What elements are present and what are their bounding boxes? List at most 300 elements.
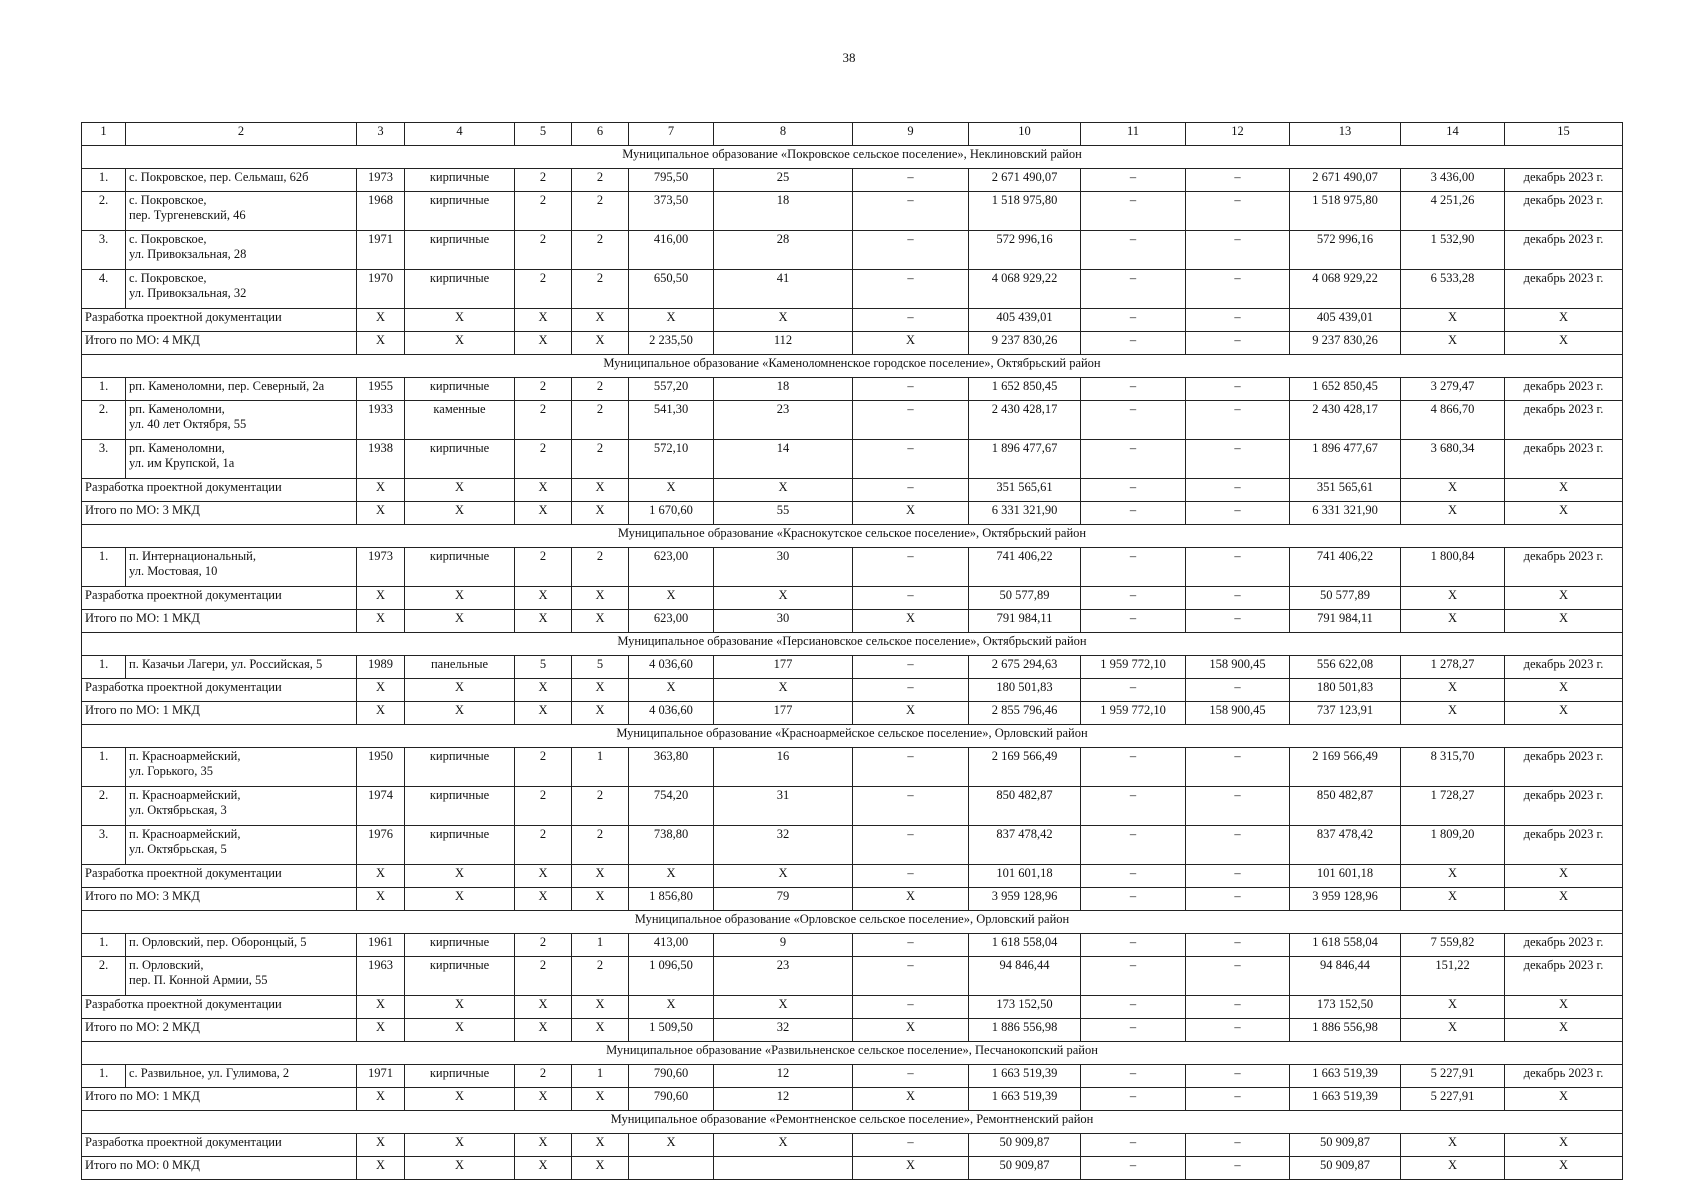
year-cell: 1955 (357, 378, 405, 401)
summary-row-cell: X (405, 1157, 515, 1180)
unit-cost-cell: 7 559,82 (1401, 934, 1505, 957)
design-docs-row-cell: X (357, 587, 405, 610)
design-docs-row-cell: X (572, 996, 629, 1019)
residents-cell: 28 (714, 231, 853, 270)
design-docs-row-cell: – (1081, 587, 1186, 610)
address-cell: рп. Каменоломни, ул. 40 лет Октября, 55 (126, 401, 357, 440)
header-row (82, 123, 1623, 146)
summary-row-cell: X (515, 1157, 572, 1180)
summary-row-cell: X (357, 702, 405, 725)
material-cell: кирпичные (405, 826, 515, 865)
housing-repair-table (81, 122, 1623, 1180)
col11-cell: – (1081, 270, 1186, 309)
col13-cell: 2 430 428,17 (1290, 401, 1401, 440)
col13-cell: 1 518 975,80 (1290, 192, 1401, 231)
col13-cell: 94 846,44 (1290, 957, 1401, 996)
summary-row-cell: 790,60 (629, 1088, 714, 1111)
total-cost-cell: 1 518 975,80 (969, 192, 1081, 231)
summary-row-cell: 791 984,11 (1290, 610, 1401, 633)
summary-row-cell: 55 (714, 502, 853, 525)
design-docs-row-cell: X (405, 587, 515, 610)
row-number: 1. (82, 169, 126, 192)
summary-row (82, 502, 1623, 525)
design-docs-row-cell: X (714, 587, 853, 610)
floors-cell: 2 (515, 548, 572, 587)
year-cell: 1933 (357, 401, 405, 440)
address-cell: п. Красноармейский, ул. Горького, 35 (126, 748, 357, 787)
summary-row-cell: X (572, 610, 629, 633)
header-cell: 14 (1401, 123, 1505, 146)
area-cell: 650,50 (629, 270, 714, 309)
design-docs-row-cell: – (853, 996, 969, 1019)
design-docs-row-cell: X (714, 479, 853, 502)
area-cell: 373,50 (629, 192, 714, 231)
summary-row (82, 1088, 1623, 1111)
table-row (82, 748, 1623, 787)
row-number: 2. (82, 401, 126, 440)
summary-row-label: Итого по МО: 1 МКД (82, 702, 357, 725)
area-cell: 1 096,50 (629, 957, 714, 996)
row-number: 4. (82, 270, 126, 309)
design-docs-row-cell: – (1081, 309, 1186, 332)
summary-row-cell: – (1081, 502, 1186, 525)
entrances-cell: 2 (572, 401, 629, 440)
design-docs-row-cell: X (572, 479, 629, 502)
total-cost-cell: 1 652 850,45 (969, 378, 1081, 401)
summary-row-cell: X (853, 702, 969, 725)
entrances-cell: 1 (572, 934, 629, 957)
year-cell: 1950 (357, 748, 405, 787)
summary-row-cell: X (515, 1088, 572, 1111)
summary-row-cell: X (853, 1019, 969, 1042)
design-docs-row-cell: – (853, 865, 969, 888)
design-docs-row-label: Разработка проектной документации (82, 679, 357, 702)
address-cell: рп. Каменоломни, ул. им Крупской, 1а (126, 440, 357, 479)
col12-cell: – (1186, 378, 1290, 401)
summary-row-cell: X (405, 1088, 515, 1111)
summary-row-cell: – (1081, 1157, 1186, 1180)
row-number: 1. (82, 548, 126, 587)
design-docs-row-cell: 405 439,01 (1290, 309, 1401, 332)
summary-row-cell: X (405, 888, 515, 911)
year-cell: 1971 (357, 1065, 405, 1088)
unit-cost-cell: 1 278,27 (1401, 656, 1505, 679)
summary-row-cell: X (572, 1019, 629, 1042)
col12-cell: – (1186, 1065, 1290, 1088)
design-docs-row-cell: X (572, 587, 629, 610)
col13-cell: 850 482,87 (1290, 787, 1401, 826)
design-docs-row-cell: – (853, 679, 969, 702)
design-docs-row-cell: 173 152,50 (1290, 996, 1401, 1019)
summary-row-cell: 9 237 830,26 (969, 332, 1081, 355)
section-title: Муниципальное образование «Развильненское сельское поселение», Песчанокопский район (82, 1042, 1623, 1065)
material-cell: кирпичные (405, 192, 515, 231)
design-docs-row-cell: X (572, 679, 629, 702)
design-docs-row-label: Разработка проектной документации (82, 865, 357, 888)
total-cost-cell: 2 169 566,49 (969, 748, 1081, 787)
summary-row-cell: X (515, 1019, 572, 1042)
table-row (82, 270, 1623, 309)
address-cell: п. Орловский, пер. П. Конной Армии, 55 (126, 957, 357, 996)
design-docs-row-cell: – (853, 1134, 969, 1157)
entrances-cell: 1 (572, 748, 629, 787)
design-docs-row-cell: X (1401, 679, 1505, 702)
design-docs-row-cell: X (405, 996, 515, 1019)
summary-row-cell: 2 855 796,46 (969, 702, 1081, 725)
deadline-cell: декабрь 2023 г. (1505, 957, 1623, 996)
design-docs-row-cell: X (515, 587, 572, 610)
floors-cell: 2 (515, 270, 572, 309)
design-docs-row-cell: 351 565,61 (1290, 479, 1401, 502)
row-number: 1. (82, 656, 126, 679)
deadline-cell: декабрь 2023 г. (1505, 231, 1623, 270)
summary-row-cell: – (1186, 332, 1290, 355)
col12-cell: – (1186, 826, 1290, 865)
page-number: 38 (842, 50, 856, 65)
summary-row-label: Итого по МО: 3 МКД (82, 888, 357, 911)
row-number: 1. (82, 748, 126, 787)
row-number: 2. (82, 957, 126, 996)
summary-row-cell: X (572, 888, 629, 911)
floors-cell: 2 (515, 787, 572, 826)
summary-row-cell: X (853, 610, 969, 633)
col12-cell: – (1186, 787, 1290, 826)
design-docs-row-cell: X (1401, 996, 1505, 1019)
row-number: 2. (82, 787, 126, 826)
section-title: Муниципальное образование «Краснокутское сельское поселение», Октябрьский район (82, 525, 1623, 548)
design-docs-row-cell: X (405, 865, 515, 888)
row-number: 3. (82, 440, 126, 479)
address-cell: п. Красноармейский, ул. Октябрьская, 5 (126, 826, 357, 865)
summary-row-cell: 12 (714, 1088, 853, 1111)
floors-cell: 2 (515, 169, 572, 192)
design-docs-row-cell: 101 601,18 (969, 865, 1081, 888)
design-docs-row-cell: X (629, 1134, 714, 1157)
summary-row-label: Итого по МО: 0 МКД (82, 1157, 357, 1180)
deadline-cell: декабрь 2023 г. (1505, 270, 1623, 309)
residents-cell: 32 (714, 826, 853, 865)
summary-row-cell: 1 663 519,39 (969, 1088, 1081, 1111)
col13-cell: 1 663 519,39 (1290, 1065, 1401, 1088)
design-docs-row-cell: X (357, 309, 405, 332)
design-docs-row-cell: X (357, 679, 405, 702)
design-docs-row-cell: X (1505, 1134, 1623, 1157)
entrances-cell: 2 (572, 957, 629, 996)
floors-cell: 2 (515, 826, 572, 865)
entrances-cell: 2 (572, 378, 629, 401)
address-cell: с. Покровское, ул. Привокзальная, 28 (126, 231, 357, 270)
total-cost-cell: 1 896 477,67 (969, 440, 1081, 479)
total-cost-cell: 741 406,22 (969, 548, 1081, 587)
design-docs-row-cell: X (515, 1134, 572, 1157)
design-docs-row-cell: 351 565,61 (969, 479, 1081, 502)
summary-row-cell: 737 123,91 (1290, 702, 1401, 725)
design-docs-row-cell: X (629, 309, 714, 332)
deadline-cell: декабрь 2023 г. (1505, 440, 1623, 479)
year-cell: 1963 (357, 957, 405, 996)
table-row (82, 401, 1623, 440)
design-docs-row-cell: – (1186, 865, 1290, 888)
material-cell: кирпичные (405, 748, 515, 787)
summary-row-cell: X (515, 888, 572, 911)
summary-row-cell: X (405, 502, 515, 525)
col11-cell: – (1081, 169, 1186, 192)
design-docs-row-cell: X (357, 479, 405, 502)
col13-cell: 1 618 558,04 (1290, 934, 1401, 957)
entrances-cell: 2 (572, 192, 629, 231)
section-title: Муниципальное образование «Ремонтненское сельское поселение», Ремонтненский район (82, 1111, 1623, 1134)
total-cost-cell: 1 618 558,04 (969, 934, 1081, 957)
summary-row-cell: X (572, 332, 629, 355)
summary-row-cell: 50 909,87 (1290, 1157, 1401, 1180)
summary-row-cell: – (1186, 888, 1290, 911)
summary-row-cell: 1 959 772,10 (1081, 702, 1186, 725)
area-cell: 795,50 (629, 169, 714, 192)
summary-row-cell: – (1081, 332, 1186, 355)
design-docs-row (82, 479, 1623, 502)
col9-cell: – (853, 169, 969, 192)
area-cell: 416,00 (629, 231, 714, 270)
material-cell: кирпичные (405, 440, 515, 479)
area-cell: 754,20 (629, 787, 714, 826)
header-cell: 13 (1290, 123, 1401, 146)
summary-row-cell: 4 036,60 (629, 702, 714, 725)
total-cost-cell: 4 068 929,22 (969, 270, 1081, 309)
total-cost-cell: 94 846,44 (969, 957, 1081, 996)
material-cell: кирпичные (405, 270, 515, 309)
design-docs-row-cell: – (1081, 865, 1186, 888)
summary-row-cell: X (1505, 888, 1623, 911)
design-docs-row-cell: X (714, 1134, 853, 1157)
area-cell: 572,10 (629, 440, 714, 479)
residents-cell: 23 (714, 957, 853, 996)
section-title-row (82, 633, 1623, 656)
summary-row-cell: X (405, 332, 515, 355)
col11-cell: – (1081, 192, 1186, 231)
summary-row-cell: X (405, 1019, 515, 1042)
design-docs-row-cell: X (572, 865, 629, 888)
entrances-cell: 2 (572, 270, 629, 309)
design-docs-row-cell: – (853, 479, 969, 502)
table-row (82, 192, 1623, 231)
summary-row-cell: 1 509,50 (629, 1019, 714, 1042)
design-docs-row-cell: X (572, 1134, 629, 1157)
summary-row-cell: 1 886 556,98 (1290, 1019, 1401, 1042)
floors-cell: 5 (515, 656, 572, 679)
material-cell: кирпичные (405, 548, 515, 587)
col12-cell: – (1186, 748, 1290, 787)
summary-row-cell: X (1401, 1157, 1505, 1180)
deadline-cell: декабрь 2023 г. (1505, 192, 1623, 231)
col12-cell: – (1186, 440, 1290, 479)
summary-row-cell: 5 227,91 (1401, 1088, 1505, 1111)
year-cell: 1976 (357, 826, 405, 865)
unit-cost-cell: 3 279,47 (1401, 378, 1505, 401)
col11-cell: – (1081, 231, 1186, 270)
summary-row-cell: 9 237 830,26 (1290, 332, 1401, 355)
summary-row-cell: X (853, 1157, 969, 1180)
design-docs-row-cell: X (629, 587, 714, 610)
summary-row-cell: X (405, 610, 515, 633)
material-cell: кирпичные (405, 787, 515, 826)
design-docs-row (82, 587, 1623, 610)
floors-cell: 2 (515, 1065, 572, 1088)
summary-row (82, 1019, 1623, 1042)
design-docs-row-cell: X (572, 309, 629, 332)
residents-cell: 18 (714, 192, 853, 231)
design-docs-row-cell: X (1401, 865, 1505, 888)
summary-row-cell: X (1505, 332, 1623, 355)
design-docs-row-cell: 180 501,83 (1290, 679, 1401, 702)
summary-row-cell: – (1081, 610, 1186, 633)
summary-row-cell: 1 663 519,39 (1290, 1088, 1401, 1111)
summary-row-cell: X (515, 702, 572, 725)
header-cell: 7 (629, 123, 714, 146)
unit-cost-cell: 1 728,27 (1401, 787, 1505, 826)
area-cell: 790,60 (629, 1065, 714, 1088)
design-docs-row-cell: X (405, 1134, 515, 1157)
design-docs-row-cell: 50 577,89 (1290, 587, 1401, 610)
address-cell: с. Покровское, пер. Тургеневский, 46 (126, 192, 357, 231)
address-cell: п. Красноармейский, ул. Октябрьская, 3 (126, 787, 357, 826)
design-docs-row (82, 996, 1623, 1019)
floors-cell: 2 (515, 192, 572, 231)
summary-row-cell: 50 909,87 (969, 1157, 1081, 1180)
design-docs-row-cell: – (1186, 587, 1290, 610)
summary-row-cell: X (572, 1157, 629, 1180)
section-title-row (82, 525, 1623, 548)
col9-cell: – (853, 934, 969, 957)
summary-row-cell: X (1505, 702, 1623, 725)
entrances-cell: 2 (572, 787, 629, 826)
col13-cell: 741 406,22 (1290, 548, 1401, 587)
area-cell: 541,30 (629, 401, 714, 440)
row-number: 1. (82, 378, 126, 401)
entrances-cell: 2 (572, 440, 629, 479)
total-cost-cell: 2 675 294,63 (969, 656, 1081, 679)
col9-cell: – (853, 748, 969, 787)
unit-cost-cell: 3 680,34 (1401, 440, 1505, 479)
section-title-row (82, 1042, 1623, 1065)
design-docs-row-cell: 50 909,87 (1290, 1134, 1401, 1157)
summary-row-cell: X (357, 1157, 405, 1180)
year-cell: 1989 (357, 656, 405, 679)
entrances-cell: 2 (572, 231, 629, 270)
design-docs-row-cell: – (1081, 996, 1186, 1019)
summary-row-cell: 1 886 556,98 (969, 1019, 1081, 1042)
summary-row-cell: 6 331 321,90 (1290, 502, 1401, 525)
design-docs-row-cell: X (629, 996, 714, 1019)
design-docs-row-cell: X (714, 309, 853, 332)
row-number: 2. (82, 192, 126, 231)
area-cell: 4 036,60 (629, 656, 714, 679)
summary-row-cell: X (357, 502, 405, 525)
table-row (82, 231, 1623, 270)
summary-row-cell: X (357, 332, 405, 355)
area-cell: 363,80 (629, 748, 714, 787)
year-cell: 1961 (357, 934, 405, 957)
summary-row-cell: 791 984,11 (969, 610, 1081, 633)
design-docs-row-label: Разработка проектной документации (82, 309, 357, 332)
col12-cell: – (1186, 169, 1290, 192)
summary-row-cell: X (1401, 610, 1505, 633)
col9-cell: – (853, 440, 969, 479)
design-docs-row (82, 679, 1623, 702)
year-cell: 1968 (357, 192, 405, 231)
entrances-cell: 2 (572, 548, 629, 587)
summary-row-cell: 32 (714, 1019, 853, 1042)
residents-cell: 23 (714, 401, 853, 440)
design-docs-row-cell: X (405, 309, 515, 332)
design-docs-row-cell: X (629, 679, 714, 702)
summary-row-cell: X (1401, 332, 1505, 355)
summary-row-label: Итого по МО: 3 МКД (82, 502, 357, 525)
table-row (82, 378, 1623, 401)
col9-cell: – (853, 1065, 969, 1088)
total-cost-cell: 572 996,16 (969, 231, 1081, 270)
material-cell: кирпичные (405, 957, 515, 996)
design-docs-row-cell: X (1401, 1134, 1505, 1157)
table-row (82, 440, 1623, 479)
summary-row-cell: 623,00 (629, 610, 714, 633)
col9-cell: – (853, 231, 969, 270)
summary-row-cell: X (357, 1019, 405, 1042)
summary-row-cell: X (1505, 610, 1623, 633)
row-number: 3. (82, 826, 126, 865)
section-title-row (82, 355, 1623, 378)
residents-cell: 30 (714, 548, 853, 587)
year-cell: 1973 (357, 548, 405, 587)
summary-row-cell (714, 1157, 853, 1180)
deadline-cell: декабрь 2023 г. (1505, 826, 1623, 865)
address-cell: п. Орловский, пер. Оборонцый, 5 (126, 934, 357, 957)
table-row (82, 957, 1623, 996)
table-row (82, 548, 1623, 587)
summary-row-label: Итого по МО: 2 МКД (82, 1019, 357, 1042)
header-cell: 11 (1081, 123, 1186, 146)
summary-row-cell: X (853, 1088, 969, 1111)
deadline-cell: декабрь 2023 г. (1505, 378, 1623, 401)
design-docs-row-label: Разработка проектной документации (82, 479, 357, 502)
deadline-cell: декабрь 2023 г. (1505, 169, 1623, 192)
design-docs-row-cell: X (515, 865, 572, 888)
unit-cost-cell: 1 809,20 (1401, 826, 1505, 865)
design-docs-row-cell: X (714, 996, 853, 1019)
col9-cell: – (853, 378, 969, 401)
summary-row-cell: X (1401, 702, 1505, 725)
header-cell: 12 (1186, 123, 1290, 146)
residents-cell: 12 (714, 1065, 853, 1088)
design-docs-row-cell: – (1081, 679, 1186, 702)
summary-row-label: Итого по МО: 1 МКД (82, 1088, 357, 1111)
header-cell: 2 (126, 123, 357, 146)
col13-cell: 2 169 566,49 (1290, 748, 1401, 787)
floors-cell: 2 (515, 440, 572, 479)
col11-cell: – (1081, 440, 1186, 479)
row-number: 1. (82, 1065, 126, 1088)
design-docs-row-cell: X (714, 865, 853, 888)
design-docs-row-cell: – (1081, 479, 1186, 502)
summary-row-cell: – (1186, 1157, 1290, 1180)
design-docs-row-cell: – (1186, 996, 1290, 1019)
section-title-row (82, 1111, 1623, 1134)
row-number: 3. (82, 231, 126, 270)
design-docs-row-cell: 405 439,01 (969, 309, 1081, 332)
table-row (82, 169, 1623, 192)
design-docs-row-cell: – (853, 309, 969, 332)
unit-cost-cell: 4 251,26 (1401, 192, 1505, 231)
summary-row-cell: 1 670,60 (629, 502, 714, 525)
